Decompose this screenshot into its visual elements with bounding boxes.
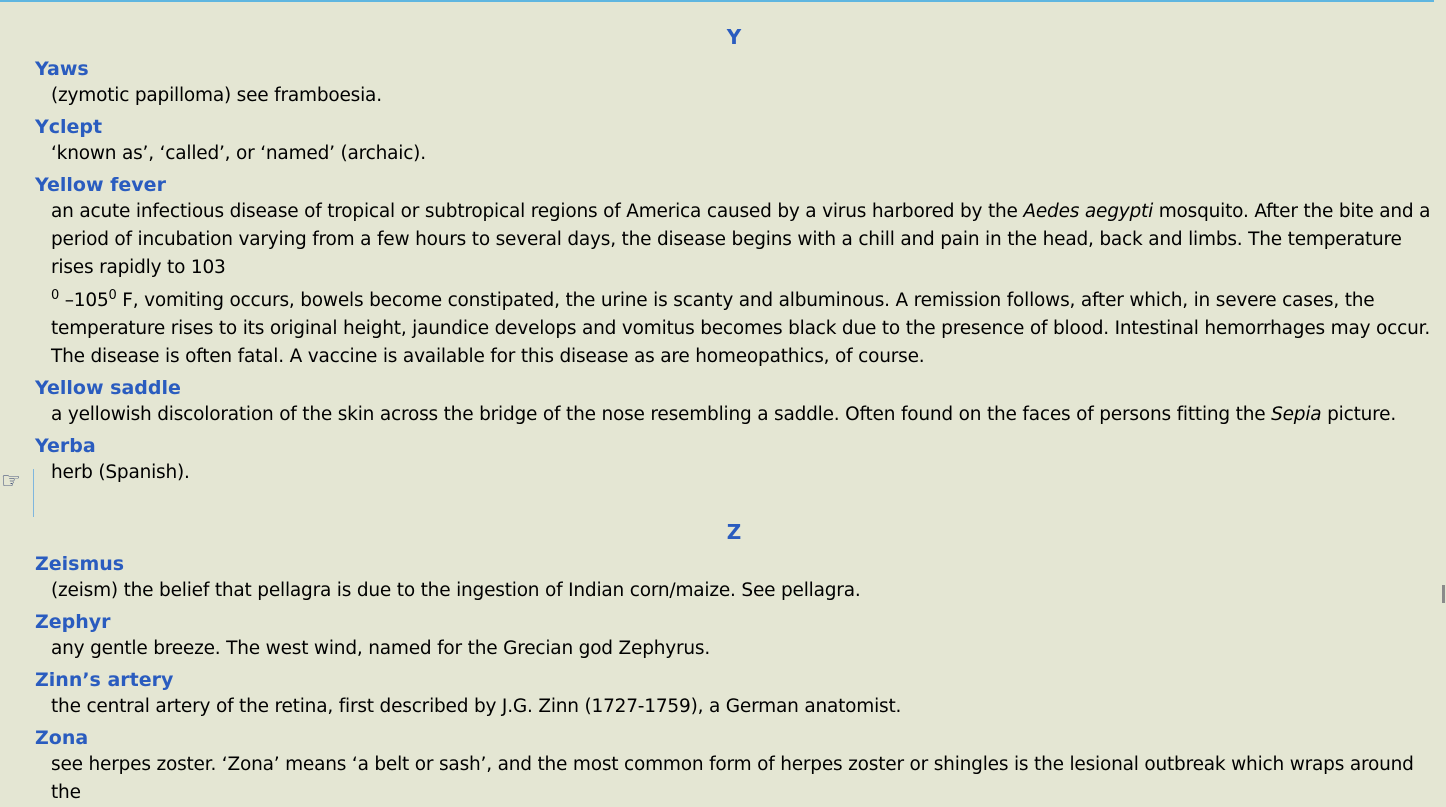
entry-definition: ‘known as’, ‘called’, or ‘named’ (archaic).	[51, 143, 426, 164]
section-letter-y: Y	[726, 25, 742, 49]
degree-superscript: 0	[51, 288, 60, 303]
degree-superscript: 0	[108, 288, 117, 303]
entry-zeismus	[35, 551, 1435, 605]
entry-term: Zeismus	[35, 553, 125, 576]
glossary-content	[35, 22, 1435, 807]
entry-definition: (zeism) the belief that pellagra is due to the ingestion of Indian corn/maize. See pellagra.	[51, 580, 861, 602]
definition-text: picture.	[1321, 404, 1397, 426]
entry-zephyr	[35, 609, 1435, 663]
entry-term: Yaws	[35, 58, 89, 80]
scrollbar-thumb[interactable]	[1442, 585, 1445, 603]
entry-term: Yellow fever	[35, 174, 166, 196]
entry-definition	[35, 198, 1431, 371]
entry-definition: the central artery of the retina, first described by J.G. Zinn (1727-1759), a German anatomist.	[51, 696, 902, 718]
entry-definition: any gentle breeze. The west wind, named for the Grecian god Zephyrus.	[51, 638, 711, 660]
entry-yellow-saddle	[35, 375, 1435, 429]
entry-term: Zinn’s artery	[35, 669, 174, 692]
entry-definition: (zymotic papilloma) see framboesia.	[51, 85, 382, 106]
definition-text: –105	[59, 290, 109, 312]
entry-definition: see herpes zoster. ‘Zona’ means ‘a belt or sash’, and the most common form of herpes zoster or shingles is the lesional outbreak which wraps around the	[51, 754, 1414, 804]
entry-yclept	[35, 114, 1435, 168]
entry-term: Yellow saddle	[35, 377, 181, 400]
entry-yaws	[35, 56, 1435, 110]
entry-definition: herb (Spanish).	[51, 462, 190, 484]
pointing-hand-icon: ☞	[1, 469, 21, 494]
definition-text: a yellowish discoloration of the skin across the bridge of the nose resembling a saddle. Often found on the faces of persons fitting the	[51, 404, 1272, 426]
top-border	[0, 0, 1446, 2]
section-letter-z: Z	[726, 520, 742, 545]
entry-term: Yerba	[35, 435, 96, 458]
entry-term: Zephyr	[35, 611, 111, 634]
entry-yerba	[35, 433, 1435, 487]
vertical-scrollbar[interactable]	[1434, 0, 1446, 769]
definition-text: F, vomiting occurs, bowels become constipated, the urine is scanty and albuminous. A remission follows, after which, in severe cases, the temperature rises to its original height, jaundice develops and vomitus becomes black due to the presence of blood. Intestinal hemorrhages may occur. The disease is often fatal. A vaccine is available for this disease as are homeopathics, of course.	[51, 290, 1431, 368]
definition-text: an acute infectious disease of tropical or subtropical regions of America caused by a virus harbored by the	[51, 201, 1024, 222]
bookmark-marker[interactable]	[0, 469, 34, 517]
marker-line	[33, 469, 34, 517]
definition-italic: Sepia	[1271, 404, 1322, 426]
entry-yellow-fever	[35, 172, 1435, 371]
definition-text: mosquito. After the bite and a period of incubation varying from a few hours to several days, the disease begins with a chill and pain in the head, back and limbs. The temperature rises rapidly to 103	[51, 201, 1431, 278]
entry-term: Zona	[35, 727, 89, 750]
definition-italic: Aedes aegypti	[1023, 201, 1154, 222]
entry-definition	[35, 401, 1431, 429]
entry-zinns-artery	[35, 667, 1435, 721]
entry-term: Yclept	[35, 116, 103, 138]
entry-zona	[35, 725, 1435, 807]
